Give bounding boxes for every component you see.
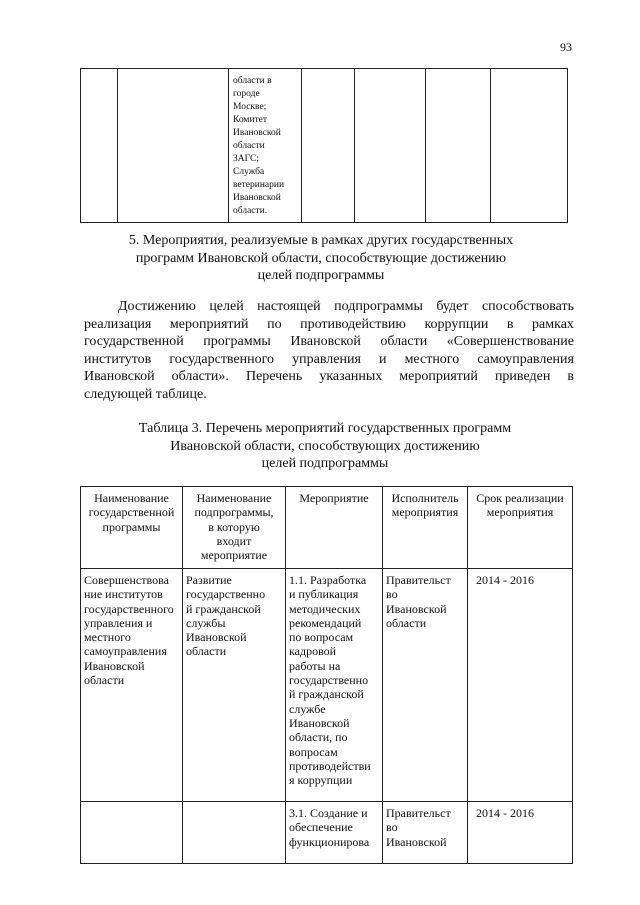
section-heading <box>80 232 562 285</box>
paragraph-word: противодействию <box>300 316 406 332</box>
cell-program <box>81 802 183 864</box>
paragraph-word: области». <box>171 369 229 384</box>
page-number: 93 <box>560 40 572 54</box>
header-measure: Мероприятие <box>286 487 383 569</box>
continued-table <box>80 68 568 223</box>
cell-subprogram <box>183 802 286 864</box>
paragraph-word: и <box>378 351 387 367</box>
section-paragraph <box>84 298 574 403</box>
paragraph-line <box>84 368 574 386</box>
header-program: Наименование государственной программы <box>81 487 183 569</box>
paragraph-word: указанных <box>319 369 383 384</box>
paragraph-word: приведен <box>494 369 551 384</box>
table-row <box>81 569 573 802</box>
paragraph-line: следующей таблице. <box>84 386 207 402</box>
table-header-row <box>81 487 573 569</box>
paragraph-line <box>84 333 574 351</box>
paragraph-word: коррупции <box>424 316 489 332</box>
paragraph-word: местного <box>404 351 460 367</box>
paragraph-word: институтов <box>84 351 152 367</box>
cell-measure: 3.1. Создание и обеспечение функционирова <box>286 802 383 864</box>
caption-line: Таблица 3. Перечень мероприятий государственных программ <box>138 421 512 436</box>
top-table-cell <box>426 69 491 223</box>
cell-term: 2014 - 2016 <box>468 802 573 864</box>
paragraph-word: настоящей <box>257 299 321 314</box>
paragraph-word: Перечень <box>245 369 303 384</box>
header-executor: Исполнитель мероприятия <box>383 487 468 569</box>
paragraph-word: будет <box>436 299 469 314</box>
top-table-cell <box>81 69 118 223</box>
paragraph-word: области <box>380 334 428 349</box>
cell-executor: Правительст во Ивановской <box>383 802 468 864</box>
caption-line: Ивановской области, способствующих достижению <box>170 438 480 454</box>
paragraph-word: Ивановской <box>290 334 361 349</box>
cell-term: 2014 - 2016 <box>468 569 573 802</box>
caption-line: целей подпрограммы <box>261 456 389 471</box>
cell-measure: 1.1. Разработка и публикация методических рекомендаций по вопросам кадровой работы на государственно й гражданской службе Ивановской области, по вопросам противодействи я коррупции <box>286 569 383 802</box>
top-table-cell <box>491 69 568 223</box>
paragraph-word: способствовать <box>481 299 574 314</box>
top-table-executor-cell <box>229 69 302 223</box>
paragraph-word: мероприятий <box>399 369 478 384</box>
paragraph-word: государственной <box>84 334 184 349</box>
paragraph-word: Ивановской <box>84 369 155 384</box>
paragraph-word: в <box>506 316 514 332</box>
paragraph-word: государственного <box>169 351 275 367</box>
header-term: Срок реализации мероприятия <box>468 487 573 569</box>
top-table-cell <box>118 69 229 223</box>
table-caption <box>80 420 570 473</box>
header-subprogram: Наименование подпрограммы, в которую входит мероприятие <box>183 487 286 569</box>
heading-line: целей подпрограммы <box>257 268 385 283</box>
cell-program: Совершенствова ние институтов государственного управления и местного самоуправления Ивановской области <box>81 569 183 802</box>
paragraph-line <box>84 316 574 334</box>
paragraph-word: подпрограммы <box>334 299 423 314</box>
top-table-cell <box>355 69 426 223</box>
table-row <box>81 802 573 864</box>
paragraph-word: «Совершенствование <box>446 334 574 349</box>
paragraph-word: реализация <box>84 316 152 332</box>
heading-line: программ Ивановской области, способствующие достижению <box>135 250 507 266</box>
paragraph-word: самоуправления <box>477 351 574 367</box>
heading-line: 5. Мероприятия, реализуемые в рамках других государственных <box>128 233 514 248</box>
paragraph-word: управления <box>292 351 361 367</box>
paragraph-word: целей <box>209 299 244 314</box>
paragraph-word: по <box>267 316 282 332</box>
paragraph-line <box>84 298 574 316</box>
measures-table <box>80 486 573 864</box>
paragraph-word: рамках <box>532 316 574 332</box>
cell-executor: Правительст во Ивановской области <box>383 569 468 802</box>
top-table-cell <box>302 69 355 223</box>
cell-subprogram: Развитие государственно й гражданской службы Ивановской области <box>183 569 286 802</box>
paragraph-word: в <box>567 369 574 384</box>
paragraph-word: Достижению <box>118 299 196 314</box>
paragraph-word: программы <box>203 334 271 349</box>
paragraph-word: мероприятий <box>169 316 249 332</box>
paragraph-line <box>84 351 574 369</box>
top-table-executor-text: области в городе Москве; Комитет Ивановской области ЗАГС; Служба ветеринарии Ивановской области. <box>233 76 285 216</box>
